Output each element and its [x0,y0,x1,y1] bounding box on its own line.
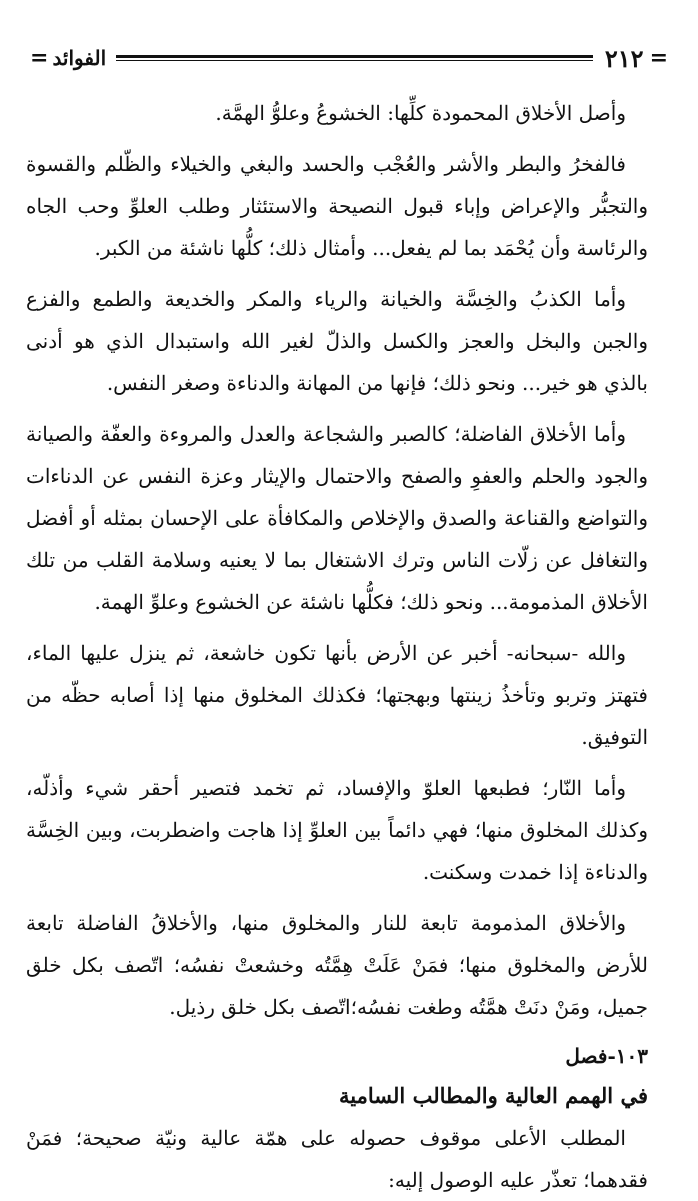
header-dash-left: = [30,45,49,71]
paragraph-3: وأما الكذبُ والخِسَّة والخيانة والرياء والمكر والخديعة والطمع والفزع والجبن والبخل والعجز والكسل والذلّ لغير الله واستبدال الذي هو أدنى بالذي هو خير... ونحو ذلك؛ فإنها من المهانة والدناءة وصغر النفس. [26,287,648,395]
page-number: ٢١٢ [604,43,644,73]
section-title: في الهمم العالية والمطالب السامية [339,1083,648,1108]
page-body [26,92,648,1201]
section-number: ١٠٣-فصل [565,1044,648,1068]
running-title: الفوائد [52,46,107,70]
paragraph-4: وأما الأخلاق الفاضلة؛ كالصبر والشجاعة والعدل والمروءة والعفّة والصيانة والجود والحلم والعفوِ والصفح والاحتمال والإيثار وعزة النفس عن الدناءات والتواضع والقناعة والصدق والإخلاص والمكافأة على الإحسان بمثله أو أفضل والتغافل عن زلّات الناس وترك الاشتغال بما لا يعنيه وسلامة القلب من تلك الأخلاق المذمومة... ونحو ذلك؛ فكلُّها ناشئة عن الخشوع وعلوِّ الهمة. [26,422,648,614]
paragraph-7: والأخلاق المذمومة تابعة للنار والمخلوق منها، والأخلاقُ الفاضلة تابعة للأرض والمخلوق منها؛ فمَنْ عَلَتْ هِمَّتُه وخشعتْ نفسُه؛ اتّصف بكل خلق جميل، ومَنْ دنَتْ همَّتُه وطغت نفسُه؛اتّصف بكل خلق رذيل. [26,911,648,1019]
paragraph-2: فالفخرُ والبطر والأشر والعُجْب والحسد والبغي والخيلاء والظّلم والقسوة والتجبُّر والإعراض وإباء قبول النصيحة والاستئثار وطلب العلوِّ وحب الجاه والرئاسة وأن يُحْمَد بما لم يفعل... وأمثال ذلك؛ كلُّها ناشئة من الكبر. [26,152,648,260]
closing-paragraph: المطلب الأعلى موقوف حصوله على همّة عالية ونيّة صحيحة؛ فمَنْ فقدهما؛ تعذّر عليه الوصول إليه: [26,1126,648,1192]
header-dash-right: = [649,45,668,71]
paragraph-5: والله -سبحانه- أخبر عن الأرض بأنها تكون خاشعة، ثم ينزل عليها الماء، فتهتز وتربو وتأخذُ زينتها وبهجتها؛ فكذلك المخلوق منها إذا أصابه حظّه من التوفيق. [26,641,648,749]
paragraph-1: وأصل الأخلاق المحمودة كلِّها: الخشوعُ وعلوُّ الهمَّة. [215,101,626,125]
header-rule [116,55,593,61]
page-header [30,38,668,78]
paragraph-6: وأما النّار؛ فطبعها العلوّ والإفساد، ثم تخمد فتصير أحقر شيء وأذلّه، وكذلك المخلوق منها؛ فهي دائماً بين العلوِّ إذا هاجت واضطربت، وبين الخِسَّة والدناءة إذا خمدت وسكنت. [26,776,648,884]
